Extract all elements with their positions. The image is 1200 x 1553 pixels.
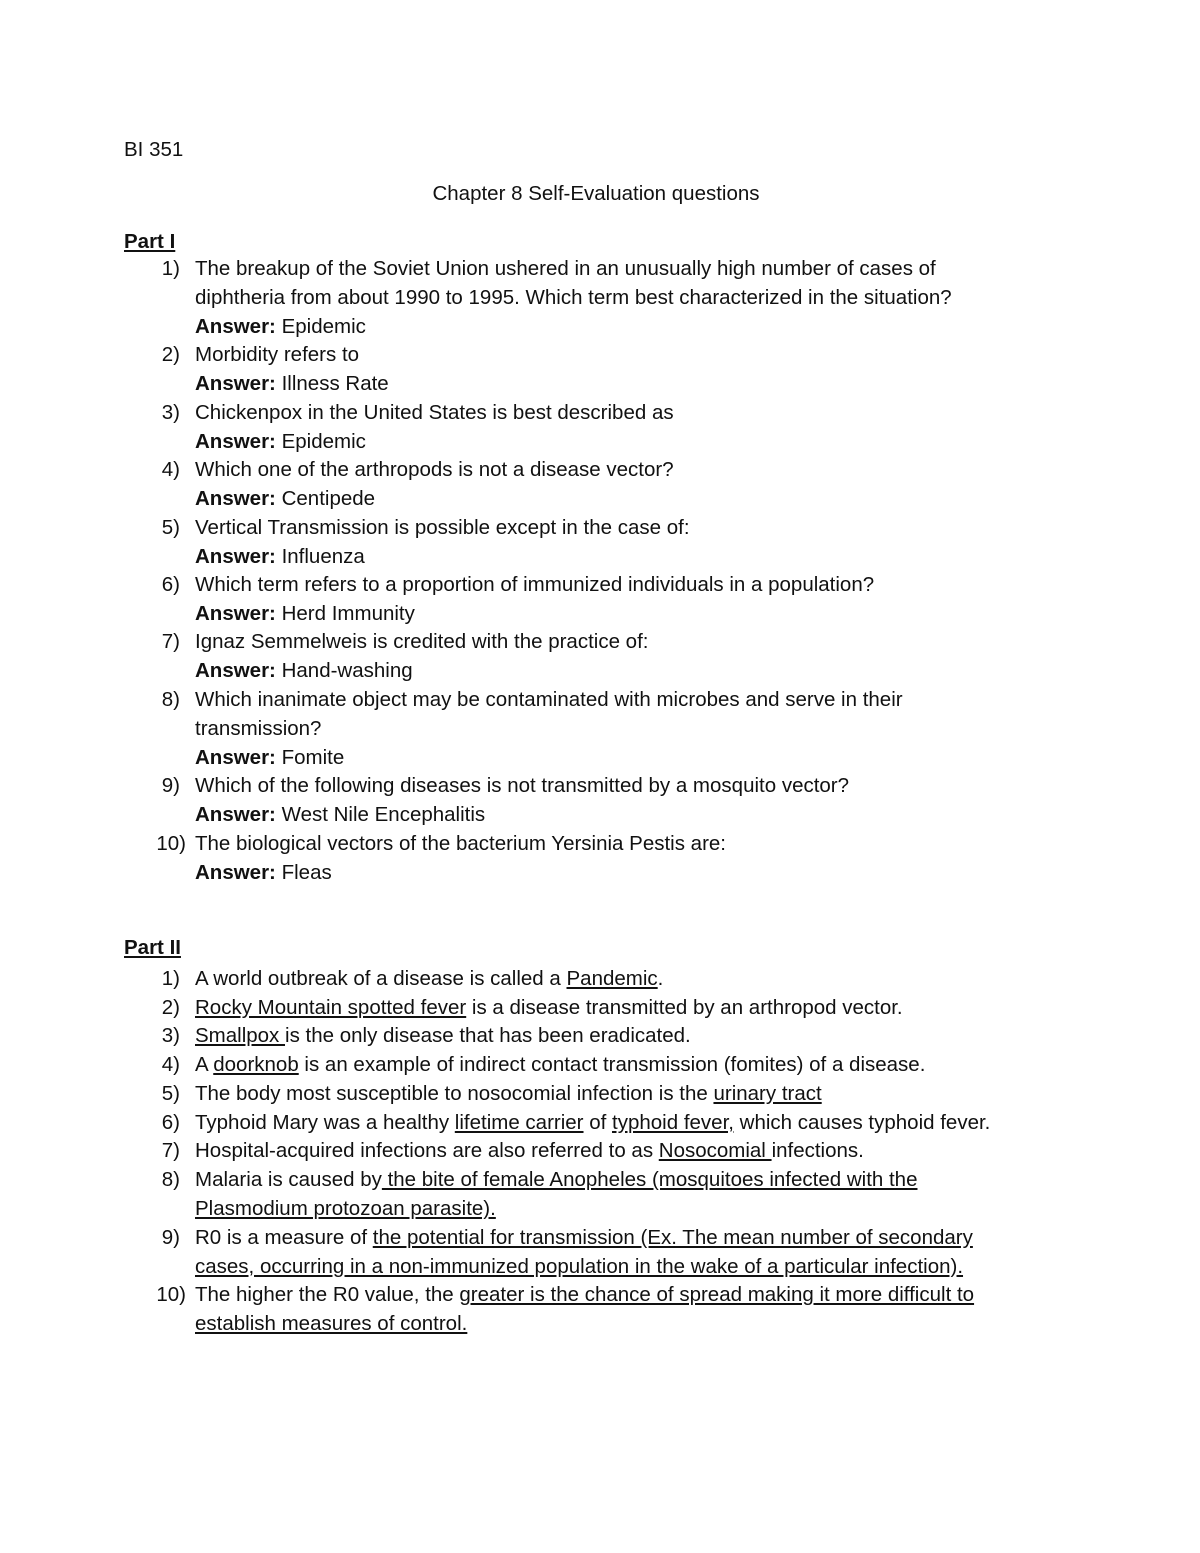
answer-line (195, 743, 1075, 772)
answer-value: Fomite (275, 745, 345, 769)
filled-answer: typhoid fever, (612, 1110, 734, 1134)
question-text: Which term refers to a proportion of immunized individuals in a population? (195, 573, 875, 596)
question-text: The breakup of the Soviet Union ushered in an unusually high number of cases of (195, 257, 936, 280)
filled-answer: lifetime carrier (454, 1110, 584, 1134)
statement-line (195, 1223, 1075, 1252)
statement-number: 3) (161, 1024, 180, 1048)
statement-text: Typhoid Mary was a healthy (195, 1110, 455, 1134)
statement-number: 4) (161, 1053, 180, 1077)
filled-answer: urinary tract (713, 1081, 822, 1105)
answer-line (195, 800, 1075, 829)
statement-text: is the only disease that has been eradicated. (285, 1024, 691, 1048)
answer-label: Answer: (195, 803, 276, 827)
part2-heading: Part II (124, 936, 181, 959)
answer-label: Answer: (195, 429, 276, 453)
question-text: diphtheria from about 1990 to 1995. Which term best characterized in the situation? (195, 286, 952, 309)
answer-line (195, 599, 1075, 628)
question-number: 6) (161, 573, 180, 596)
statement-text: A (195, 1053, 214, 1077)
answer-value: West Nile Encephalitis (275, 803, 486, 827)
question-text: Which of the following diseases is not transmitted by a mosquito vector? (195, 774, 850, 798)
question-number: 9) (161, 774, 180, 798)
answer-line (195, 312, 1075, 341)
statement-line (195, 1165, 1075, 1194)
answer-line (195, 858, 1075, 887)
filled-answer: Smallpox (195, 1024, 286, 1048)
answer-line (195, 369, 1075, 398)
statement-line (195, 1252, 1075, 1281)
filled-answer: greater is the chance of spread making it more difficult to (459, 1283, 975, 1307)
statement-number: 1) (161, 967, 180, 990)
question-number: 7) (161, 630, 180, 654)
statement-body (195, 964, 1075, 993)
statement-line (195, 1108, 1075, 1137)
statement-text: is an example of indirect contact transmission (fomites) of a disease. (298, 1053, 926, 1077)
question-body (195, 455, 1075, 513)
statement-line (195, 993, 1075, 1022)
answer-line (195, 484, 1075, 513)
statement-body (195, 993, 1075, 1022)
question-body (195, 829, 1075, 887)
course-code: BI 351 (124, 138, 184, 161)
page-title: Chapter 8 Self-Evaluation questions (432, 182, 760, 205)
question-body (195, 398, 1075, 456)
question-text: Morbidity refers to (195, 343, 360, 367)
statement-line (195, 964, 1075, 993)
answer-value: Fleas (275, 860, 332, 884)
question-number: 3) (161, 400, 180, 424)
question-number: 10) (156, 831, 186, 855)
answer-label: Answer: (195, 860, 276, 884)
statement-text: The body most susceptible to nosocomial infection is the (195, 1081, 714, 1105)
statement-body (195, 1280, 1075, 1338)
filled-answer: cases, occurring in a non-immunized population in the wake of a particular infection). (195, 1254, 964, 1278)
statement-number: 5) (161, 1081, 180, 1105)
statement-text: The higher the R0 value, the (195, 1283, 460, 1307)
question-number: 4) (161, 458, 180, 482)
question-number: 5) (161, 515, 180, 539)
statement-body (195, 1079, 1075, 1108)
question-body (195, 340, 1075, 398)
statement-text: . (657, 967, 664, 990)
answer-value: Epidemic (275, 429, 366, 453)
answer-label: Answer: (195, 315, 276, 338)
question-text: Vertical Transmission is possible except in the case of: (195, 515, 690, 539)
question-body (195, 513, 1075, 571)
statement-text: of (583, 1110, 613, 1134)
filled-answer: Plasmodium protozoan parasite). (195, 1196, 496, 1220)
statement-number: 7) (161, 1139, 180, 1163)
question-text: Which inanimate object may be contaminated with microbes and serve in their (195, 687, 903, 711)
statement-body (195, 1108, 1075, 1137)
question-text: The biological vectors of the bacterium Yersinia Pestis are: (195, 831, 726, 855)
statement-text: Malaria is caused by (195, 1167, 382, 1191)
answer-value: Centipede (275, 487, 376, 511)
statement-line (195, 1021, 1075, 1050)
statement-number: 2) (161, 995, 180, 1019)
question-number: 2) (161, 343, 180, 367)
statement-text: A world outbreak of a disease is called a (195, 967, 567, 990)
question-body (195, 627, 1075, 685)
statement-number: 8) (161, 1167, 180, 1191)
part1-heading: Part I (124, 230, 176, 253)
question-body (195, 685, 1075, 772)
answer-value: Influenza (275, 544, 365, 568)
answer-label: Answer: (195, 659, 276, 683)
statement-text: R0 is a measure of (195, 1225, 373, 1249)
filled-answer: Rocky Mountain spotted fever (195, 995, 467, 1019)
statement-number: 10) (156, 1283, 186, 1307)
filled-answer: Nosocomial (658, 1139, 772, 1163)
question-text: transmission? (195, 716, 322, 740)
statement-text: is a disease transmitted by an arthropod vector. (466, 995, 903, 1019)
statement-body (195, 1021, 1075, 1050)
statement-line (195, 1136, 1075, 1165)
question-text: Which one of the arthropods is not a disease vector? (195, 458, 674, 482)
filled-answer: the potential for transmission (Ex. The mean number of secondary (372, 1225, 973, 1249)
question-body (195, 254, 1075, 341)
statement-text: infections. (771, 1139, 864, 1163)
answer-value: Hand-washing (275, 659, 413, 683)
statement-number: 6) (161, 1110, 180, 1134)
question-number: 8) (161, 687, 180, 711)
statement-line (195, 1194, 1075, 1223)
answer-line (195, 656, 1075, 685)
answer-label: Answer: (195, 372, 276, 396)
statement-line (195, 1280, 1075, 1309)
statement-line (195, 1079, 1075, 1108)
question-text: Chickenpox in the United States is best described as (195, 400, 674, 424)
statement-body (195, 1165, 1075, 1223)
statement-line (195, 1050, 1075, 1079)
statement-body (195, 1136, 1075, 1165)
answer-value: Herd Immunity (275, 602, 415, 625)
answer-label: Answer: (195, 602, 276, 625)
answer-line (195, 427, 1075, 456)
answer-label: Answer: (195, 745, 276, 769)
statement-body (195, 1223, 1075, 1281)
statement-text: Hospital-acquired infections are also referred to as (195, 1139, 659, 1163)
answer-value: Illness Rate (275, 372, 389, 396)
question-body (195, 570, 1075, 628)
answer-line (195, 542, 1075, 571)
question-text: Ignaz Semmelweis is credited with the practice of: (195, 630, 649, 654)
statement-text: which causes typhoid fever. (733, 1110, 991, 1134)
filled-answer: the bite of female Anopheles (mosquitoes infected with the (381, 1167, 918, 1191)
statement-line (195, 1309, 1075, 1338)
filled-answer: doorknob (213, 1053, 299, 1077)
answer-value: Epidemic (275, 315, 366, 338)
filled-answer: Pandemic (566, 967, 658, 990)
question-number: 1) (161, 257, 180, 280)
answer-label: Answer: (195, 487, 276, 511)
filled-answer: establish measures of control. (195, 1312, 468, 1336)
answer-label: Answer: (195, 544, 276, 568)
statement-number: 9) (161, 1225, 180, 1249)
question-body (195, 771, 1075, 829)
statement-body (195, 1050, 1075, 1079)
